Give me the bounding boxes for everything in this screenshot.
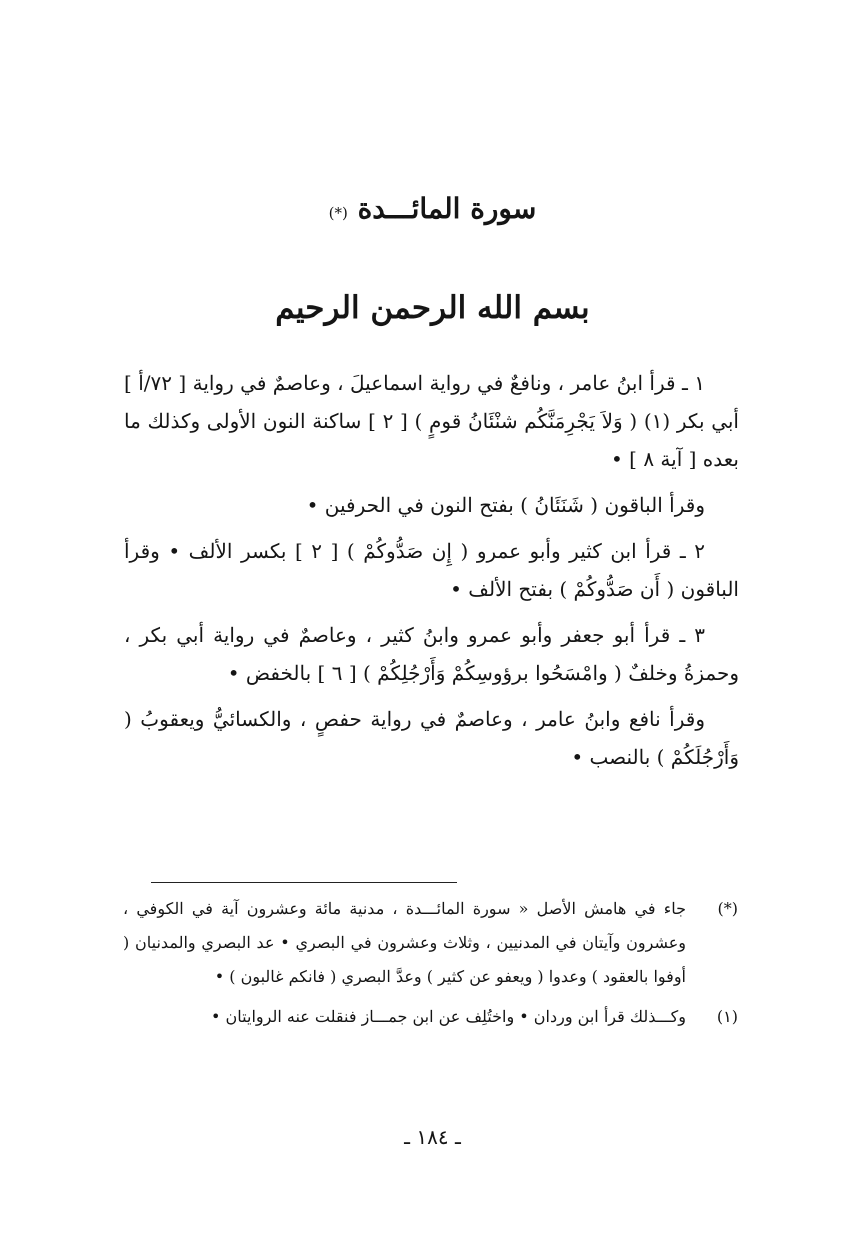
surah-title bbox=[0, 192, 865, 225]
paragraph-3: ٢ ـ قرأ ابن كثير وأبو عمرو ( إِن صَدُّوكُمْ ) [ ٢ ] بكسر الألف • وقرأ الباقون ( أَن صَدُّوكُمْ ) بفتح الألف • bbox=[124, 539, 739, 601]
footnote-text: جاء في هامش الأصل « سورة المائـــدة ، مدنية مائة وعشرون آية في الكوفي ، وعشرون وآيتان في المدنيين ، وثلاث وعشرون في البصري • عد البصري والمدنيان ( أوفوا بالعقود ) وعدوا ( ويعفو عن كثير ) وعدَّ البصري ( فانكم غالبون ) • bbox=[123, 899, 686, 986]
footnotes bbox=[123, 892, 738, 1040]
paragraph-1: ١ ـ قرأ ابنُ عامر ، ونافعٌ في رواية اسماعيلَ ، وعاصمٌ في رواية [ ٧٢/أ ] أبي بكر (١) ( وَلاَ يَجْرِمَنَّكُم شنْئَانُ قومٍ ) [ ٢ ] ساكنة النون الأولى وكذلك ما بعده [ آية ٨ ] • bbox=[124, 371, 739, 471]
footnote-mark: (١) bbox=[716, 1007, 738, 1026]
paragraph-2: وقرأ الباقون ( شَنَئَانُ ) بفتح النون في الحرفين • bbox=[306, 493, 705, 517]
basmala: بسم الله الرحمن الرحيم bbox=[275, 290, 590, 326]
footnote-1 bbox=[123, 1000, 738, 1034]
footnote-star bbox=[123, 892, 738, 994]
footnote-mark: (*) bbox=[717, 899, 738, 918]
title-footnote-mark: (*) bbox=[328, 204, 348, 222]
surah-title-text: سورة المائـــدة bbox=[357, 192, 537, 225]
main-text bbox=[124, 364, 739, 776]
paragraph-4: ٣ ـ قرأ أبو جعفر وأبو عمرو وابنُ كثير ، وعاصمٌ في رواية أبي بكر ، وحمزةُ وخلفٌ ( وامْسَحُوا برؤوسِكُمْ وَأَرْجُلِكُمْ ) [ ٦ ] بالخفض • bbox=[124, 623, 739, 685]
footnote-divider bbox=[151, 882, 457, 883]
page-number: ـ ١٨٤ ـ bbox=[404, 1125, 461, 1149]
paragraph-5: وقرأ نافع وابنُ عامر ، وعاصمٌ في رواية حفصٍ ، والكسائيُّ ويعقوبُ ( وَأَرْجُلَكُمْ ) بالنصب • bbox=[124, 707, 739, 769]
footnote-text: وكـــذلك قرأ ابن وردان • واختُلِف عن ابن جمـــاز فنقلت عنه الروايتان • bbox=[211, 1007, 686, 1026]
